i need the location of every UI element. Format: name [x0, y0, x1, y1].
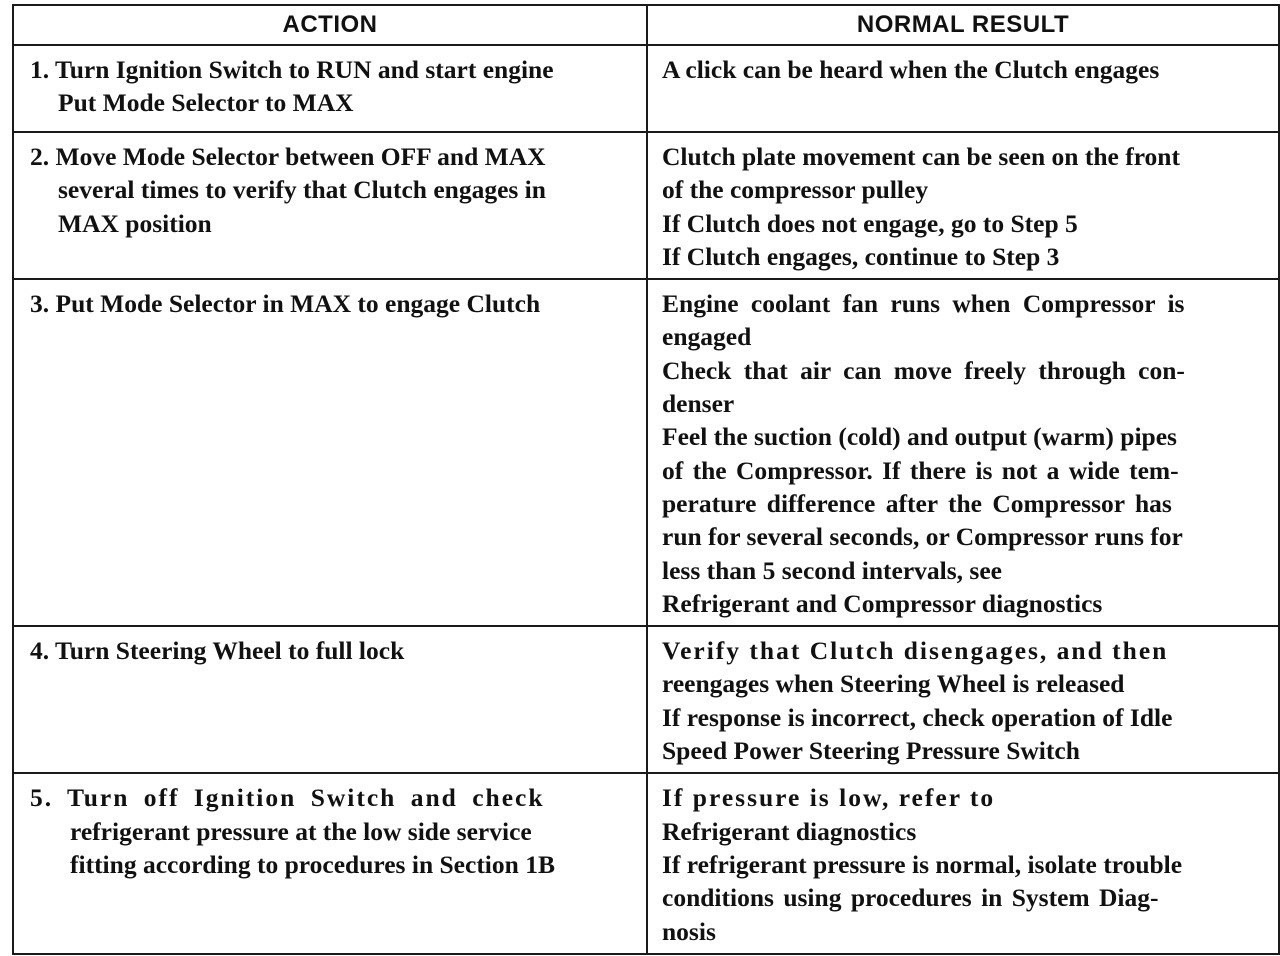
result-line: less than 5 second intervals, see — [662, 555, 1002, 585]
table-row — [13, 279, 1279, 626]
result-line: engaged — [662, 322, 752, 352]
table-row — [13, 773, 1279, 953]
action-column-header: ACTION — [13, 5, 647, 45]
action-line: refrigerant pressure at the low side service — [70, 816, 532, 846]
action-line: fitting according to procedures in Section 1B — [70, 849, 555, 879]
action-line: MAX position — [58, 208, 212, 238]
table-row — [13, 626, 1279, 773]
result-line: Engine coolant fan runs when Compressor is — [662, 289, 1185, 319]
result-line: If refrigerant pressure is normal, isolate trouble — [662, 849, 1183, 879]
result-line: run for several seconds, or Compressor runs for — [662, 522, 1183, 552]
result-cell — [647, 626, 1279, 773]
result-line: Feel the suction (cold) and output (warm) pipes — [662, 422, 1177, 452]
action-cell — [13, 45, 647, 132]
action-line: 2. Move Mode Selector between OFF and MAX — [30, 142, 546, 171]
action-line: 4. Turn Steering Wheel to full lock — [30, 636, 405, 666]
normal-result-column-header: NORMAL RESULT — [647, 5, 1279, 45]
result-line: nosis — [662, 916, 716, 946]
result-line: Check that air can move freely through con- — [662, 355, 1185, 385]
action-line: Put Mode Selector to MAX — [58, 88, 354, 118]
result-line: reengages when Steering Wheel is released — [662, 669, 1125, 699]
result-line: If Clutch engages, continue to Step 3 — [662, 241, 1060, 271]
diagnostic-procedure-table — [12, 4, 1280, 955]
action-cell — [13, 132, 647, 279]
result-cell — [647, 279, 1279, 626]
header-row — [13, 5, 1279, 45]
result-line: perature difference after the Compressor has — [662, 488, 1172, 518]
result-line: Speed Power Steering Pressure Switch — [662, 736, 1080, 766]
result-line: denser — [662, 389, 735, 419]
action-cell — [13, 773, 647, 953]
result-cell — [647, 132, 1279, 279]
result-line: Refrigerant diagnostics — [662, 816, 917, 846]
action-line: 1. Turn Ignition Switch to RUN and start engine — [30, 55, 554, 84]
result-line: If pressure is low, refer to — [662, 783, 996, 813]
result-line: of the compressor pulley — [662, 175, 929, 205]
table-row — [13, 45, 1279, 132]
result-line: Refrigerant and Compressor diagnostics — [662, 588, 1103, 618]
result-line: A click can be heard when the Clutch engages — [662, 55, 1160, 84]
result-line: If Clutch does not engage, go to Step 5 — [662, 208, 1078, 238]
result-line: conditions using procedures in System Diag- — [662, 883, 1159, 913]
action-line: 3. Put Mode Selector in MAX to engage Clutch — [30, 289, 541, 319]
action-cell — [13, 279, 647, 626]
result-line: If response is incorrect, check operation of Idle — [662, 702, 1173, 732]
action-cell — [13, 626, 647, 773]
action-line: 5. Turn off Ignition Switch and check — [30, 783, 545, 813]
result-line: Clutch plate movement can be seen on the front — [662, 142, 1180, 171]
result-cell — [647, 45, 1279, 132]
result-line: Verify that Clutch disengages, and then — [662, 636, 1169, 666]
action-line: several times to verify that Clutch engages in — [58, 175, 546, 205]
result-cell — [647, 773, 1279, 953]
table-row — [13, 132, 1279, 279]
result-line: of the Compressor. If there is not a wide tem- — [662, 455, 1179, 485]
